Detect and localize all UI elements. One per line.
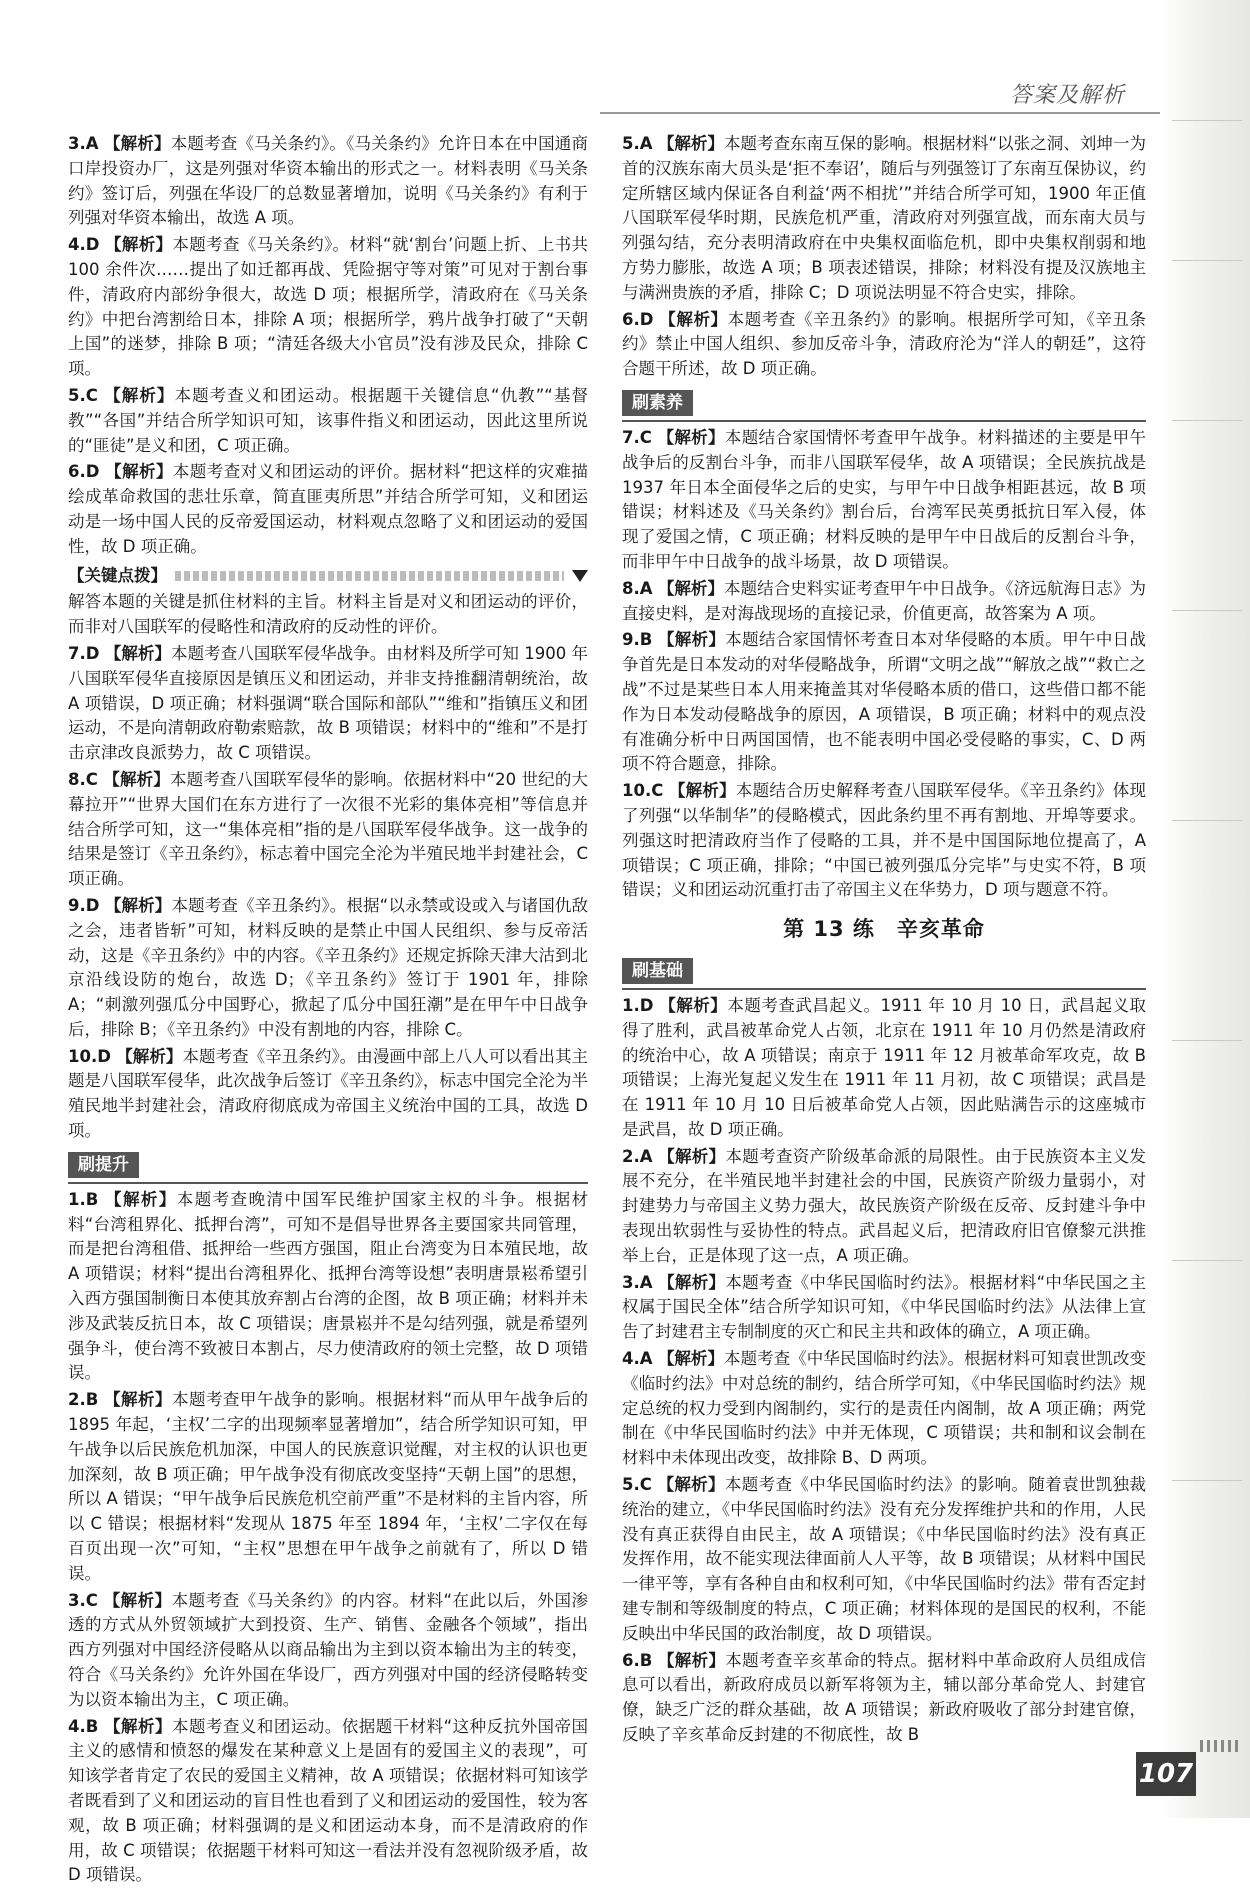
side-decoration	[1162, 0, 1250, 1818]
answer-entry	[622, 1649, 1146, 1748]
analysis-tag: 【解析】	[659, 995, 728, 1015]
answer-text: 本题考查《马关条约》的内容。材料“在此以后，外国渗透的方式从外贸领域扩大到投资、生产、销售、金融各个领域”，指出西方列强对中国经济侵略从以商品输出为主到以资本输出为主的转变，符合《马关条约》允许外国在华设厂，西方列强对中国的经济侵略转变为以资本输出为主，C 项正确。	[68, 1590, 588, 1709]
page-number-dots	[1200, 1740, 1240, 1752]
answer-number: 2.B	[68, 1390, 99, 1410]
answer-text: 本题考查《辛丑条约》。根据“以永禁或设或入与诸国仇敌之会，违者皆斩”可知，材料反映的是禁止中国人民组织、参与反帝活动，这是《辛丑条约》中的内容。《辛丑条约》还规定拆除天津大沽到北京沿线设防的炮台，故选 D；《辛丑条约》签订于 1901 年，排除 A；“刺激列强瓜分中国野心，掀起了瓜分中国狂潮”是在甲午中日战争后，排除 B；《辛丑条约》中没有割地的内容，排除 C。	[68, 895, 589, 1039]
answer-entry	[68, 132, 588, 231]
analysis-tag: 【解析】	[104, 1716, 172, 1736]
header-rule	[600, 112, 1160, 114]
key-point-text: 解答本题的关键是抓住材料的主旨。材料主旨是对义和团运动的评价，而非对八国联军的侵略性和清政府的反动性的评价。	[68, 592, 588, 637]
answer-entry	[622, 1347, 1146, 1471]
answer-number: 5.A	[622, 134, 653, 153]
answer-number: 2.A	[622, 1146, 653, 1166]
answer-number: 6.D	[68, 462, 100, 482]
key-point-header	[68, 564, 588, 589]
answer-entry	[622, 779, 1146, 903]
answer-number: 7.C	[622, 427, 652, 447]
analysis-tag: 【解析】	[116, 1046, 183, 1066]
answer-number: 10.D	[68, 1046, 111, 1066]
answer-entry	[68, 642, 588, 766]
key-point-label: 【关键点拨】	[68, 565, 167, 585]
answer-number: 5.C	[622, 1475, 652, 1495]
analysis-tag: 【解析】	[103, 769, 170, 789]
chapter-title: 第 13 练 辛亥革命	[783, 917, 985, 942]
answer-text: 本题考查八国联军侵华战争。由材料及所学可知 1900 年八国联军侵华直接原因是镇压义和团运动，并非支持推翻清朝统治，故 A 项错误，D 项正确；材料强调“联合国际和部队”“维和”指镇压义和团运动，不是向清朝政府勒索赔款，故 B 项错误；材料中的“维和”不是打击京津改良派势力，故 C 项错误。	[68, 643, 589, 763]
analysis-tag: 【解析】	[104, 1390, 172, 1410]
analysis-tag: 【解析】	[657, 1650, 726, 1670]
answer-text: 本题结合历史解释考查八国联军侵华。《辛丑条约》体现了列强“以华制华”的侵略模式，因此条约里不再有割地、开埠等要求。列强这时把清政府当作了侵略的工具，并不是中国国际地位提高了，A 项错误；C 项正确，排除；“中国已被列强瓜分完毕”与史实不符，B 项错误；义和团运动沉重打击了帝国主义在华势力，D 项与题意不符。	[622, 781, 1147, 900]
answer-number: 3.C	[68, 1590, 98, 1610]
analysis-tag: 【解析】	[668, 781, 736, 801]
answer-number: 3.A	[622, 1272, 653, 1292]
answer-text: 本题考查《中华民国临时约法》。根据材料可知袁世凯改变《临时约法》中对总统的制约，结合所学可知，《中华民国临时约法》规定总统的权力受到内阁制约，实行的是责任内阁制，故 A 项正确；两党制在《中华民国临时约法》中并无体现，C 项错误；共和制和议会制在材料中未体现出改变，故排除 B、D 两项。	[622, 1349, 1147, 1468]
answer-entry	[622, 132, 1146, 306]
answer-text: 本题考查东南互保的影响。根据材料“以张之洞、刘坤一为首的汉族东南大员头是‘拒不奉诏’，随后与列强签订了东南互保协议，约定所辖区域内保证各自利益‘两不相扰’”并结合所学可知，1900 年正值八国联军侵华时期，民族危机严重，清政府对列强宣战，而东南大员与列强勾结，充分表明清政府在中央集权面临危机，即中央集权削弱和地方势力膨胀，故选 A 项；B 项表述错误，排除；材料没有提及汉族地主与满洲贵族的矛盾，排除 C；D 项说法明显不符合史实，排除。	[622, 134, 1146, 302]
answer-number: 4.A	[622, 1349, 653, 1369]
analysis-tag: 【解析】	[105, 1189, 177, 1209]
answer-number: 10.C	[622, 781, 664, 801]
analysis-tag: 【解析】	[105, 235, 173, 255]
analysis-tag: 【解析】	[103, 134, 171, 153]
answer-text: 本题结合家国情怀考查甲午战争。材料描述的主要是甲午战争后的反割台斗争，而非八国联军侵华，故 A 项错误；全民族抗战是 1937 年日本全面侵华之后的史实，与甲午中日战争相距甚远，故 B 项错误；材料述及《马关条约》割台后，台湾军民英勇抵抗日军入侵，体现了爱国之情，C 项正确；材料反映的是甲午中日战后的反割台斗争，而非甲午中日战争的战斗场景，故 D 项错误。	[622, 427, 1147, 571]
answer-text: 本题考查对义和团运动的评价。据材料“把这样的灾难描绘成革命救国的悲壮乐章，简直匪夷所思”并结合所学可知，义和团运动是一场中国人民的反帝爱国运动，材料观点忽略了义和团运动的爱国性，故 D 项正确。	[68, 462, 588, 556]
page-number: 107	[1136, 1752, 1196, 1796]
section-divider	[622, 952, 1146, 990]
answer-number: 8.A	[622, 578, 653, 598]
answer-entry	[68, 384, 588, 458]
answer-number: 6.B	[622, 1650, 653, 1670]
section-label-basics: 刷基础	[622, 958, 693, 984]
answer-entry	[622, 1145, 1146, 1269]
answer-entry	[68, 768, 588, 892]
answer-text: 本题考查《辛丑条约》。由漫画中部上八人可以看出其主题是八国联军侵华，此次战争后签订《辛丑条约》，标志中国完全沦为半殖民地半封建社会，清政府彻底成为帝国主义统治中国的工具，故选 D 项。	[68, 1046, 589, 1141]
analysis-tag: 【解析】	[657, 1349, 725, 1369]
analysis-tag: 【解析】	[657, 1475, 725, 1495]
header-label: 答案及解析	[1010, 83, 1126, 108]
answer-entry	[68, 1388, 588, 1586]
answer-text: 本题考查《马关条约》。《马关条约》允许日本在中国通商口岸投资办厂，这是列强对华资本输出的形式之一。材料表明《马关条约》签订后，列强在华设厂的总数显著增加，说明《马关条约》有利于列强对华资本输出，故选 A 项。	[68, 134, 589, 228]
answer-text: 本题考查八国联军侵华的影响。依据材料中“20 世纪的大幕拉开”“世界大国们在东方进行了一次很不光彩的集体亮相”等信息并结合所学可知，这一“集体亮相”指的是八国联军侵华战争。这一战争的结果是签订《辛丑条约》，标志着中国完全沦为半殖民地半封建社会，C 项正确。	[68, 769, 588, 889]
analysis-tag: 【解析】	[104, 643, 172, 663]
answer-number: 1.B	[68, 1189, 99, 1209]
triangle-down-icon	[572, 570, 588, 582]
section-divider	[622, 384, 1146, 422]
answer-entry	[68, 1589, 588, 1713]
answer-entry	[68, 1715, 588, 1889]
analysis-tag: 【解析】	[658, 1146, 726, 1166]
answer-number: 7.D	[68, 643, 100, 663]
answer-text: 本题结合家国情怀考查日本对华侵略的本质。甲午中日战争首先是日本发动的对华侵略战争，所谓“文明之战”“解放之战”“救亡之战”不过是某些日本人用来掩盖其对华侵略本质的借口，这些借口都不能作为日本发动侵略战争的原因，A 项错误，B 项正确；材料中的观点没有准确分析中日两国国情，也不能表明中国必受侵略的事实，C、D 两项不符合题意，排除。	[622, 630, 1147, 774]
answer-number: 4.D	[68, 235, 100, 255]
answer-number: 6.D	[622, 309, 654, 329]
answer-text: 本题考查《辛丑条约》的影响。根据所学可知，《辛丑条约》禁止中国人组织、参加反帝斗争，清政府沦为“洋人的朝廷”，这符合题干所述，故 D 项正确。	[622, 309, 1147, 379]
answer-number: 9.B	[622, 630, 653, 650]
answer-number: 5.C	[68, 385, 98, 405]
answer-entry	[68, 1188, 588, 1386]
analysis-tag: 【解析】	[105, 462, 173, 482]
analysis-tag: 【解析】	[657, 630, 726, 650]
answer-text: 本题考查晚清中国军民维护国家主权的斗争。根据材料“台湾租界化、抵押台湾”，可知不是倡导世界各主要国家共同管理，而是把台湾租借、抵押给一些西方强国，阻止台湾变为日本殖民地，故 A 项错误；材料“提出台湾租界化、抵押台湾等设想”表明唐景崧希望引入西方强国制衡日本使其放弃割占台湾的企图，故 B 项正确；材料并未涉及武装反抗日本，故 C 项错误；唐景崧并不是勾结列强，就是希望列强争斗，使台湾不致被日本割占，尽力使清政府的领土完整，故 D 项错误。	[68, 1189, 589, 1383]
answer-entry	[622, 628, 1146, 777]
section-label-literacy: 刷素养	[622, 390, 693, 416]
key-point-bar	[175, 571, 564, 581]
answer-text: 本题考查《中华民国临时约法》。根据材料“中华民国之主权属于国民全体”结合所学知识可知，《中华民国临时约法》从法律上宣告了封建君主专制制度的灭亡和民主共和政体的确立，A 项正确。	[622, 1272, 1146, 1342]
answer-text: 本题考查资产阶级革命派的局限性。由于民族资本主义发展不充分，在半殖民地半封建社会的中国，民族资产阶级力量弱小，对封建势力与帝国主义势力强大，故民族资产阶级在反帝、反封建斗争中表现出软弱性与妥协性的特点。武昌起义后，把清政府旧官僚黎元洪推举上台，正是体现了这一点，A 项正确。	[622, 1146, 1147, 1265]
answer-number: 9.D	[68, 895, 100, 915]
answer-text: 本题考查甲午战争的影响。根据材料“而从甲午战争后的 1895 年起，‘主权’二字的出现频率显著增加”，结合所学知识可知，甲午战争以后民族危机加深，中国人的民族意识觉醒，对主权的认识也更加深刻，故 B 项正确；甲午战争没有彻底改变坚持“天朝上国”的思想，所以 A 错误；“甲午战争后民族危机空前严重”不是材料的主旨内容，所以 C 错误；根据材料“发现从 1875 年至 1894 年，‘主权’二字仅在每百页出现一次”可知，“主权”思想在甲午战争之前就有了，所以 D 错误。	[68, 1390, 589, 1583]
answer-text: 本题考查义和团运动。根据题干关键信息“仇教”“基督教”“各国”并结合所学知识可知，该事件指义和团运动，因此这里所说的“匪徒”是义和团，C 项正确。	[68, 385, 588, 455]
answer-entry	[622, 577, 1146, 627]
analysis-tag: 【解析】	[103, 1590, 172, 1610]
answer-number: 4.B	[68, 1716, 99, 1736]
answer-text: 本题考查《中华民国临时约法》的影响。随着袁世凯独裁统治的建立，《中华民国临时约法》没有充分发挥维护共和的作用，人民没有真正获得自由民主，故 A 项错误；《中华民国临时约法》没有真正发挥作用，故不能实现法律面前人人平等，故 B 项错误；从材料中国民一律平等，享有各种自由和权利可知，《中华民国临时约法》带有否定封建专制和等级制度的特点，C 项正确；材料体现的是国民的权利，不能反映出中华民国的政治制度，故 D 项错误。	[622, 1475, 1147, 1643]
answer-text: 本题考查义和团运动。依据题干材料“这种反抗外国帝国主义的感情和愤怒的爆发在某种意义上是固有的爱国主义的表现”，可知该学者肯定了农民的爱国主义精神，故 A 项错误；依据材料可知该学者既看到了义和团运动的盲目性也看到了义和团运动的爱国性，较为客观，故 B 项正确；材料强调的是义和团运动本身，而不是清政府的作用，故 C 项错误；依据题干材料可知这一看法并没有忽视阶级矛盾，故 D 项错误。	[68, 1716, 589, 1885]
right-column	[622, 132, 1146, 1750]
answer-text: 本题考查武昌起义。1911 年 10 月 10 日，武昌起义取得了胜利，武昌被革命党人占领，北京在 1911 年 10 月仍然是清政府的统治中心，故 A 项错误；南京于 1911 年 12 月被革命军攻克，故 B 项错误；上海光复起义发生在 1911 年 11 月初，故 C 项错误；武昌是在 1911 年 10 月 10 日后被革命党人占领，因此贴满告示的这座城市是武昌，故 D 项正确。	[622, 995, 1147, 1139]
answer-number: 8.C	[68, 769, 98, 789]
answer-text: 本题考查辛亥革命的特点。据材料中革命政府人员组成信息可以看出，新政府成员以新军将领为主，辅以部分革命党人、封建官僚，缺乏广泛的群众基础，故 A 项错误；新政府吸收了部分封建官僚，反映了辛亥革命反封建的不彻底性，故 B	[622, 1650, 1147, 1745]
answer-text: 本题结合史料实证考查甲午中日战争。《济远航海日志》为直接史料，是对海战现场的直接记录，价值更高，故答案为 A 项。	[622, 578, 1147, 623]
answer-text: 本题考查《马关条约》。材料“就‘割台’问题上折、上书共 100 余件次……提出了如迁都再战、凭险据守等对策”可见对于割台事件，清政府内部纷争很大，故选 D 项；根据所学，清政府在《马关条约》中把台湾割给日本，排除 A 项；根据所学，鸦片战争打破了“天朝上国”的迷梦，排除 B 项；“清廷各级大小官员”没有涉及民众，排除 C 项。	[68, 235, 589, 379]
answer-entry	[68, 894, 588, 1043]
answer-entry	[622, 994, 1146, 1143]
analysis-tag: 【解析】	[104, 385, 175, 405]
analysis-tag: 【解析】	[659, 309, 728, 329]
answer-number: 1.D	[622, 995, 654, 1015]
answer-entry	[68, 1045, 588, 1144]
section-divider	[68, 1146, 588, 1184]
analysis-tag: 【解析】	[658, 1272, 726, 1292]
answer-entry	[68, 460, 588, 559]
answer-entry	[68, 233, 588, 382]
answer-entry	[622, 308, 1146, 382]
answer-number: 3.A	[68, 134, 99, 153]
section-label-improve: 刷提升	[68, 1152, 139, 1178]
analysis-tag: 【解析】	[104, 895, 172, 915]
analysis-tag: 【解析】	[657, 578, 725, 598]
analysis-tag: 【解析】	[657, 427, 725, 447]
left-column	[68, 132, 588, 1890]
answer-entry	[622, 1473, 1146, 1647]
answer-entry	[622, 426, 1146, 575]
analysis-tag: 【解析】	[657, 134, 724, 153]
answer-entry	[622, 1271, 1146, 1345]
